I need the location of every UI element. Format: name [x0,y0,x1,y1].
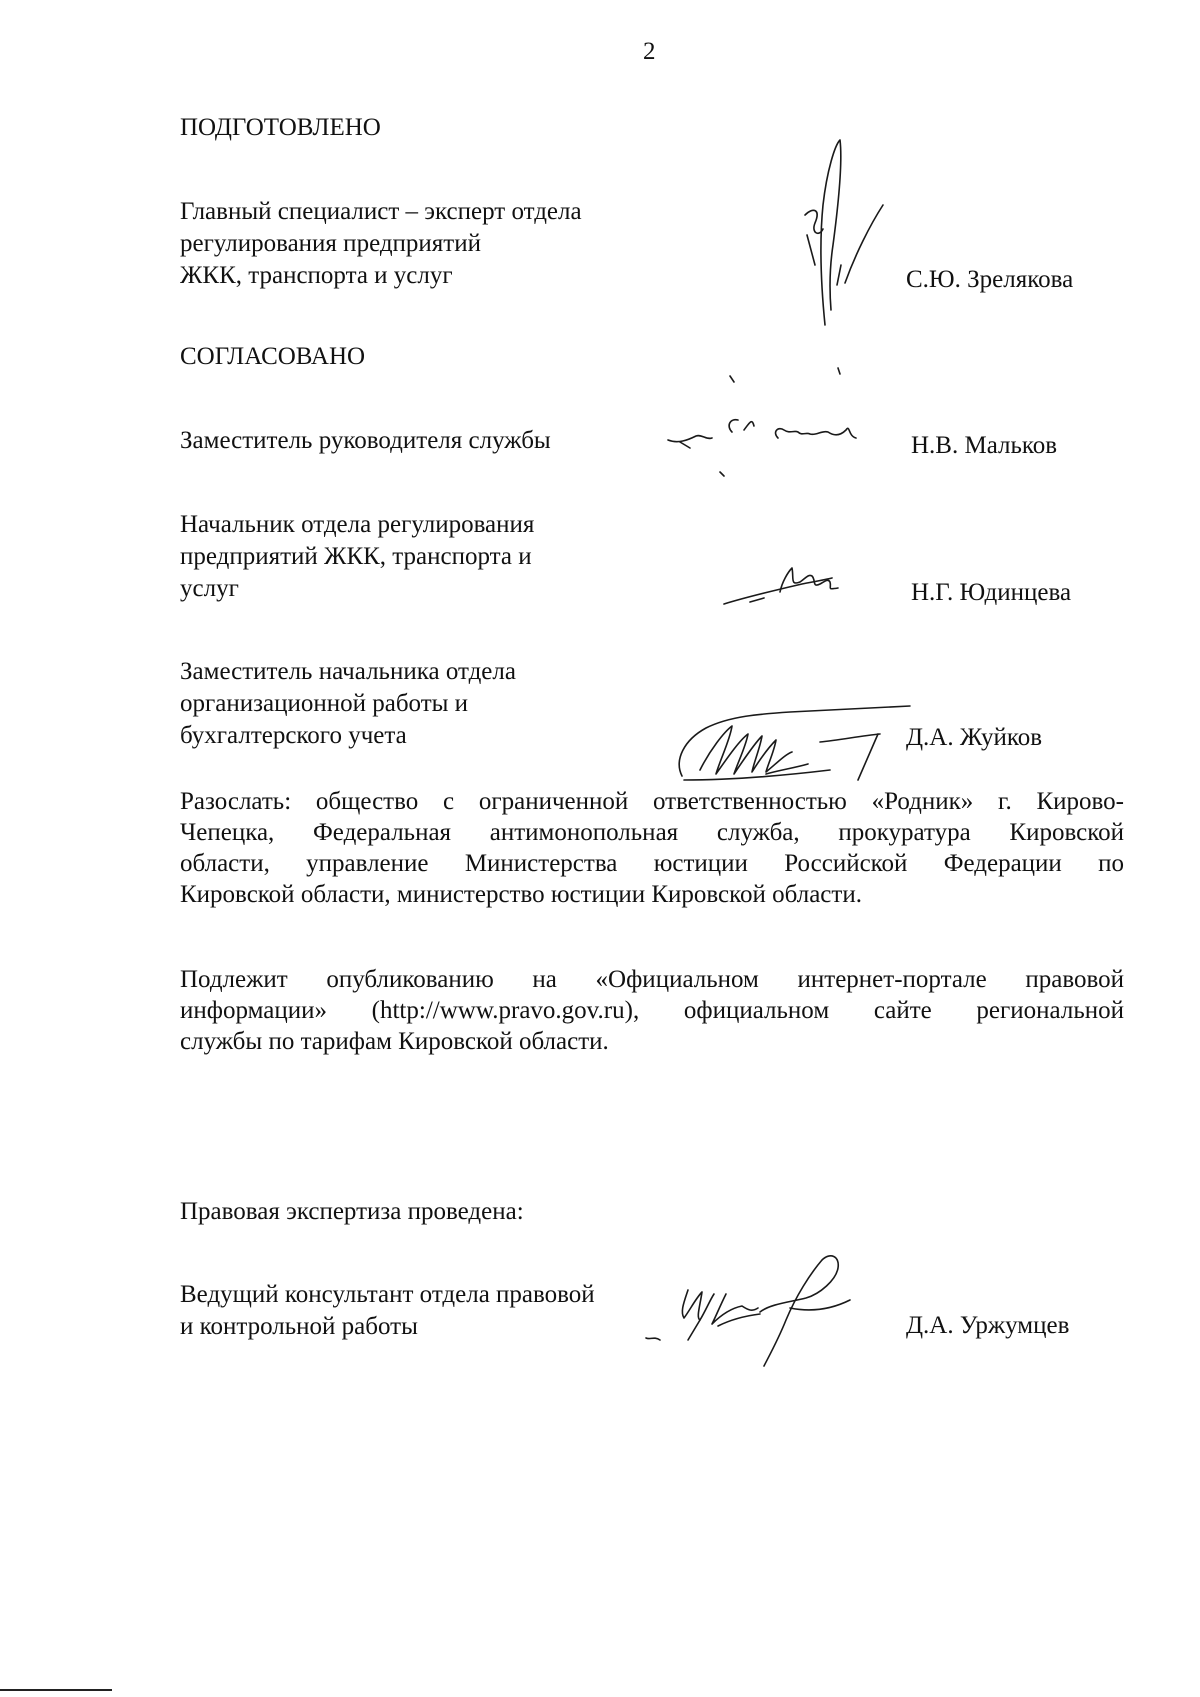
position-line: Главный специалист – эксперт отдела [180,198,582,225]
publication-paragraph [180,964,1124,1057]
legal-name: Д.А. Уржумцев [906,1312,1070,1339]
publication-line: службы по тарифам Кировской области. [180,1028,609,1055]
position-line: Заместитель начальника отдела [180,658,516,685]
signature-zrelyakova [785,135,895,345]
publication-line: информации» (http://www.pravo.gov.ru), официальном сайте региональной [180,997,1124,1024]
position-line: предприятий ЖКК, транспорта и [180,543,532,570]
position-line: и контрольной работы [180,1313,418,1340]
position-line: услуг [180,575,239,602]
distribution-line: Разослать: общество с ограниченной ответственностью «Родник» г. Кирово- [180,788,1124,815]
distribution-line: Чепецка, Федеральная антимонопольная служба, прокуратура Кировской [180,819,1124,846]
publication-line: Подлежит опубликованию на «Официальном интернет-портале правовой [180,966,1124,993]
agreed-position-3 [180,656,516,752]
agreed-name-3: Д.А. Жуйков [906,724,1043,751]
agreed-name-2: Н.Г. Юдинцева [911,579,1072,606]
position-line: Начальник отдела регулирования [180,511,535,538]
prepared-heading: ПОДГОТОВЛЕНО [180,114,381,141]
prepared-name: С.Ю. Зрелякова [906,266,1074,293]
signature-yudintseva [720,560,850,620]
position-line: бухгалтерского учета [180,722,407,749]
distribution-line: области, управление Министерства юстиции Российской Федерации по [180,850,1124,877]
page-number: 2 [643,38,656,65]
agreed-heading: СОГЛАСОВАНО [180,343,366,370]
agreed-position-2 [180,509,534,605]
prepared-position [180,196,582,292]
position-line: организационной работы и [180,690,469,717]
agreed-name-1: Н.В. Мальков [911,432,1058,459]
legal-position [180,1279,595,1343]
position-line: ЖКК, транспорта и услуг [180,262,453,289]
position-line: регулирования предприятий [180,230,481,257]
agreed-position-1 [180,425,551,457]
legal-heading: Правовая экспертиза проведена: [180,1198,524,1225]
footer-rule [0,1689,112,1691]
signature-zhuykov [670,690,920,800]
signature-malkov [660,360,890,480]
signature-urzhumtsev [640,1250,890,1370]
distribution-paragraph [180,786,1124,910]
position-line: Заместитель руководителя службы [180,427,551,454]
position-line: Ведущий консультант отдела правовой [180,1281,595,1308]
distribution-line: Кировской области, министерство юстиции Кировской области. [180,881,862,908]
